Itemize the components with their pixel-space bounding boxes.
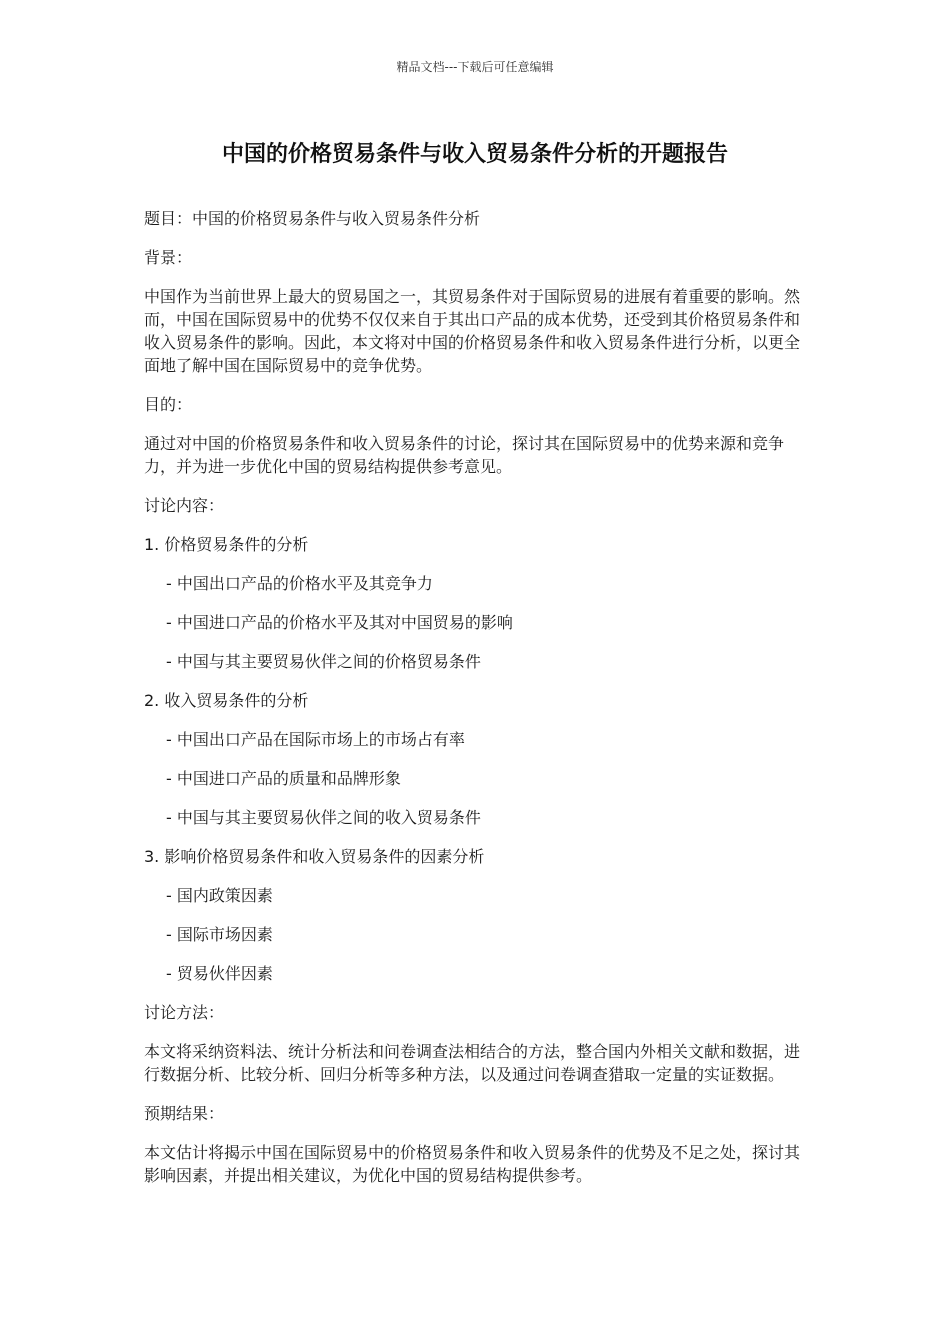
section-item: - 贸易伙伴因素 bbox=[166, 964, 273, 983]
header-note: 精品文档---下载后可任意编辑 bbox=[396, 60, 554, 74]
section-item: - 国内政策因素 bbox=[166, 886, 273, 905]
section-heading: 1. 价格贸易条件的分析 bbox=[144, 535, 309, 554]
document-body bbox=[144, 207, 808, 1203]
section-item: - 中国与其主要贸易伙伴之间的价格贸易条件 bbox=[166, 652, 481, 671]
method-label: 讨论方法： bbox=[144, 1003, 225, 1022]
section-item: - 中国进口产品的质量和品牌形象 bbox=[166, 769, 401, 788]
result-paragraph: 本文估计将揭示中国在国际贸易中的价格贸易条件和收入贸易条件的优势及不足之处，探讨其影响因素，并提出相关建议，为优化中国的贸易结构提供参考。 bbox=[144, 1143, 801, 1185]
topic-line: 题目：中国的价格贸易条件与收入贸易条件分析 bbox=[144, 209, 481, 228]
section-item: - 中国与其主要贸易伙伴之间的收入贸易条件 bbox=[166, 808, 481, 827]
result-label: 预期结果： bbox=[144, 1104, 225, 1123]
section-item: - 国际市场因素 bbox=[166, 925, 273, 944]
section-heading: 3. 影响价格贸易条件和收入贸易条件的因素分析 bbox=[144, 847, 485, 866]
purpose-paragraph: 通过对中国的价格贸易条件和收入贸易条件的讨论，探讨其在国际贸易中的优势来源和竞争力，并为进一步优化中国的贸易结构提供参考意见。 bbox=[144, 434, 785, 476]
background-paragraph: 中国作为当前世界上最大的贸易国之一，其贸易条件对于国际贸易的进展有着重要的影响。然而，中国在国际贸易中的优势不仅仅来自于其出口产品的成本优势，还受到其价格贸易条件和收入贸易条件的影响。因此，本文将对中国的价格贸易条件和收入贸易条件进行分析，以更全面地了解中国在国际贸易中的竞争优势。 bbox=[144, 287, 801, 375]
background-label: 背景： bbox=[144, 248, 193, 267]
section-item: - 中国出口产品的价格水平及其竞争力 bbox=[166, 574, 433, 593]
method-paragraph: 本文将采纳资料法、统计分析法和问卷调查法相结合的方法，整合国内外相关文献和数据，进行数据分析、比较分析、回归分析等多种方法，以及通过问卷调查猎取一定量的实证数据。 bbox=[144, 1042, 801, 1084]
section-item: - 中国进口产品的价格水平及其对中国贸易的影响 bbox=[166, 613, 513, 632]
section-heading: 2. 收入贸易条件的分析 bbox=[144, 691, 309, 710]
document-title: 中国的价格贸易条件与收入贸易条件分析的开题报告 bbox=[221, 142, 728, 167]
purpose-label: 目的： bbox=[144, 395, 193, 414]
content-label: 讨论内容： bbox=[144, 496, 225, 515]
section-item: - 中国出口产品在国际市场上的市场占有率 bbox=[166, 730, 465, 749]
